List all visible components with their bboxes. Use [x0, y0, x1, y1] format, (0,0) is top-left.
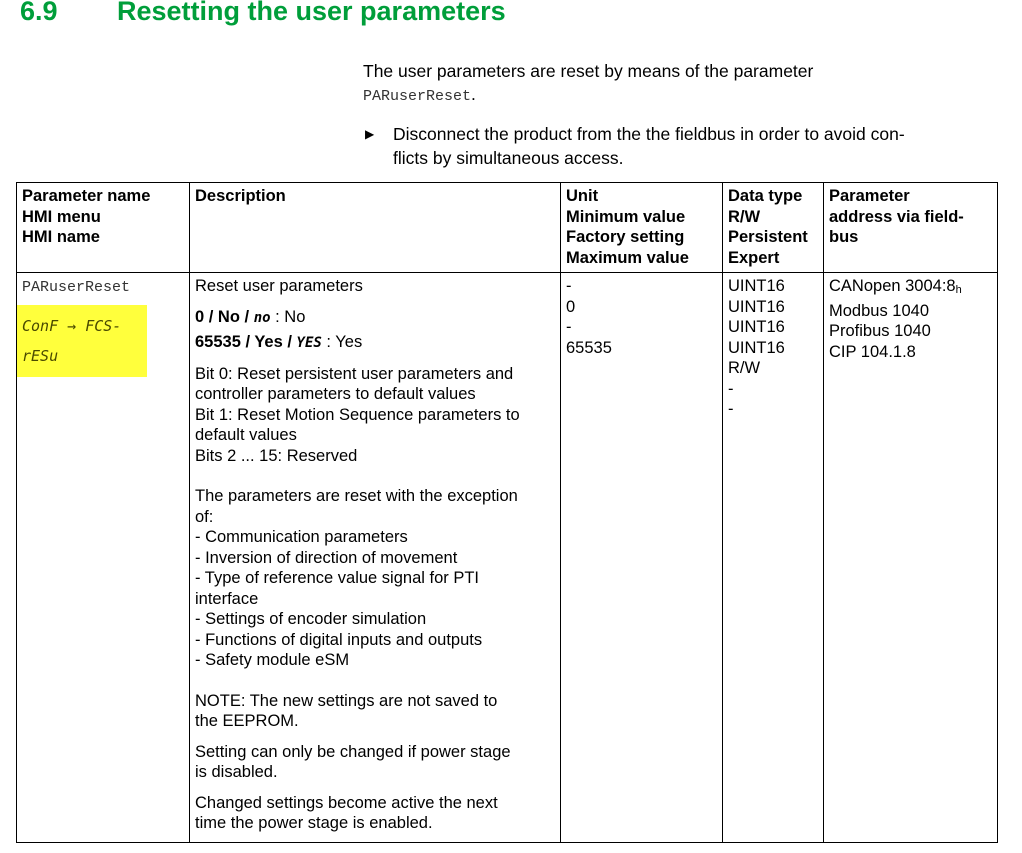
header-unit: Unit Minimum value Factory setting Maximum value: [561, 183, 723, 273]
option-yes: 65535 / Yes / YES : Yes: [195, 333, 363, 351]
parameter-name: PARuserReset: [22, 279, 131, 296]
header-parameter-name: Parameter name HMI menu HMI name: [17, 183, 190, 273]
section-title: Resetting the user parameters: [117, 0, 506, 26]
cell-parameter-name: [17, 273, 190, 843]
bullet-text-line-1: Disconnect the product from the the fieldbus in order to avoid con-: [393, 124, 905, 144]
address-profibus: Profibus 1040: [829, 322, 931, 340]
hmi-name: rESu: [22, 346, 59, 365]
address-modbus: Modbus 1040: [829, 301, 929, 320]
parameter-table: [16, 182, 998, 843]
cell-description: Reset user parameters 0 / No / no : No 65535 / Yes / YES : Yes Bit 0: Reset persistent user parameters and controller parameters to default values Bit 1: Reset Motion Sequence parameters to default values Bits 2 ... 15: Reserved The parameters are reset with the exception of: - Communication parameters - Inversion of direction of movement - Type of reference value signal for PTI interface - Settings of encoder simulation - Functions of digital inputs and outputs - Safety module eSM NOTE: The new settings are not saved to the EEPROM. Setting can only be changed if power stage is disabled. Changed settings become active the next time the power stage is enabled.: [190, 273, 561, 843]
cell-unit: - 0 - 65535: [561, 273, 723, 843]
intro-parameter: PARuserReset: [363, 88, 472, 105]
intro-text: The user parameters are reset by means of the parameter: [363, 61, 814, 81]
section-number: 6.9: [20, 0, 58, 26]
hmi-highlight: [17, 305, 147, 377]
desc-title: Reset user parameters: [195, 277, 363, 295]
section-heading: [20, 0, 506, 28]
bullet-text-line-2: flicts by simultaneous access.: [393, 148, 624, 168]
cell-data-type: UINT16 UINT16 UINT16 UINT16 R/W - -: [723, 273, 824, 843]
cell-address: [824, 273, 998, 843]
address-cip: CIP 104.1.8: [829, 342, 916, 361]
table-row: [17, 273, 998, 843]
header-description: Description: [190, 183, 561, 273]
table-header-row: [17, 183, 998, 273]
intro-period: .: [471, 84, 476, 104]
hmi-menu: ConF → FCS-: [22, 316, 122, 335]
note-text: NOTE: The new settings are not saved to: [195, 691, 498, 710]
bullet-arrow-icon: ▶: [365, 127, 375, 141]
option-no: 0 / No / no : No: [195, 307, 306, 326]
intro-paragraph: [363, 60, 1003, 108]
header-data-type: Data type R/W Persistent Expert: [723, 183, 824, 273]
header-address: Parameter address via field- bus: [824, 183, 998, 273]
address-canopen: CANopen 3004:8h: [829, 277, 962, 296]
